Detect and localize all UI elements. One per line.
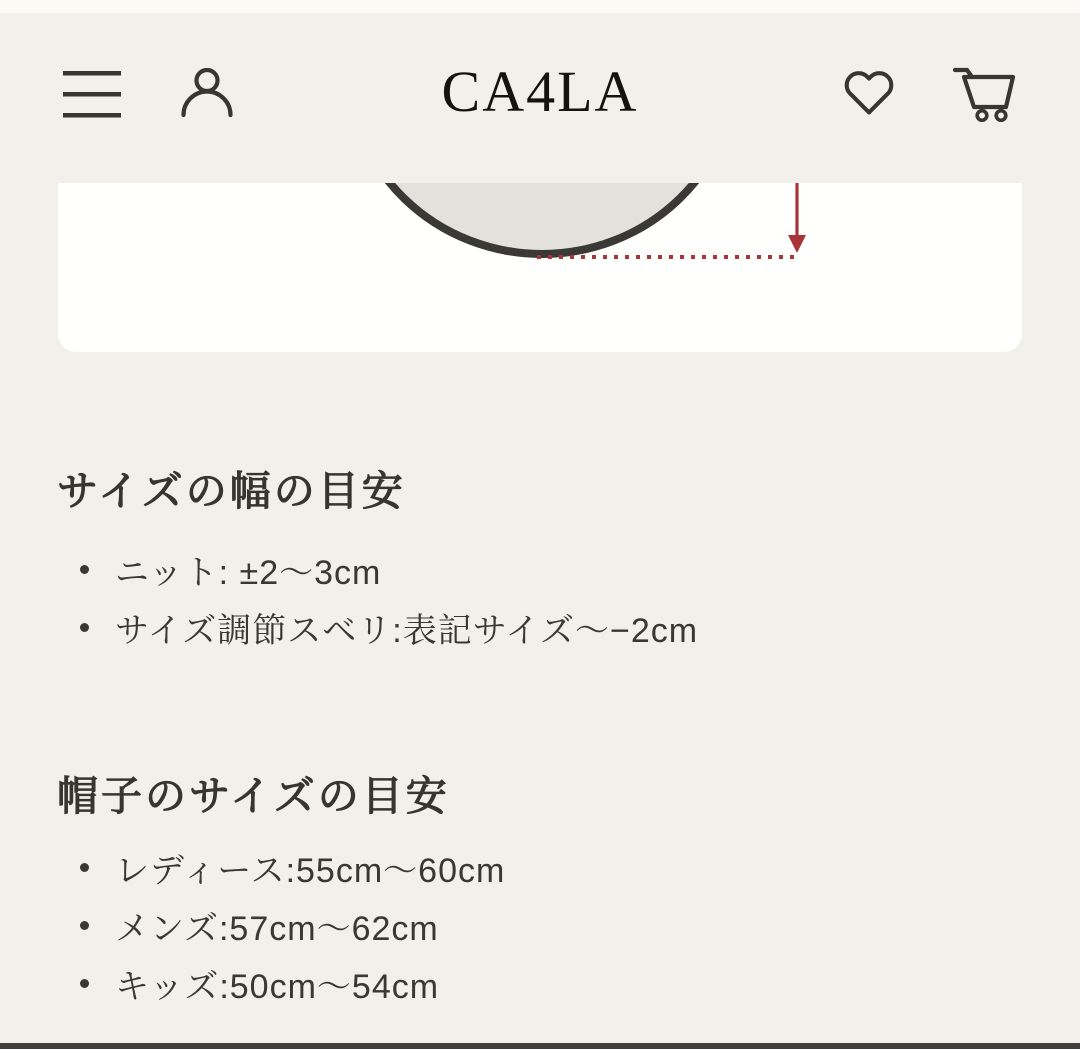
hat-size-heading: 帽子のサイズの目安 [57,773,450,819]
bullet-dot [80,623,89,632]
size-range-heading: サイズの幅の目安 [57,468,406,514]
brand-logo[interactable]: CA4LA [441,59,639,124]
hat-measurement-illustration [58,183,1022,352]
status-bar-strip [0,0,1080,13]
bullet-dot [80,863,89,872]
bullet-dot [80,565,89,574]
cart-icon [951,63,1017,122]
home-indicator-bar [0,1043,1080,1049]
list-item [80,609,699,650]
measure-arrow-head [788,235,806,253]
list-item [80,551,698,592]
wishlist-button[interactable] [841,67,897,119]
size-range-list [80,551,698,667]
heart-icon [841,67,897,119]
hat-size-list [80,849,505,1023]
bullet-dot [80,979,89,988]
list-item [80,965,505,1006]
list-item [80,849,506,890]
list-item-text: サイズ調節スベリ:表記サイズ〜−2cm [115,611,699,650]
list-item [80,907,505,948]
cart-button[interactable] [951,63,1017,122]
list-item-text: ニット: ±2〜3cm [115,553,382,592]
list-item-text: レディース:55cm〜60cm [115,851,506,890]
list-item-text: メンズ:57cm〜62cm [115,909,439,948]
size-guide-image-card [58,183,1022,352]
bullet-dot [80,921,89,930]
list-item-text: キッズ:50cm〜54cm [115,967,440,1006]
